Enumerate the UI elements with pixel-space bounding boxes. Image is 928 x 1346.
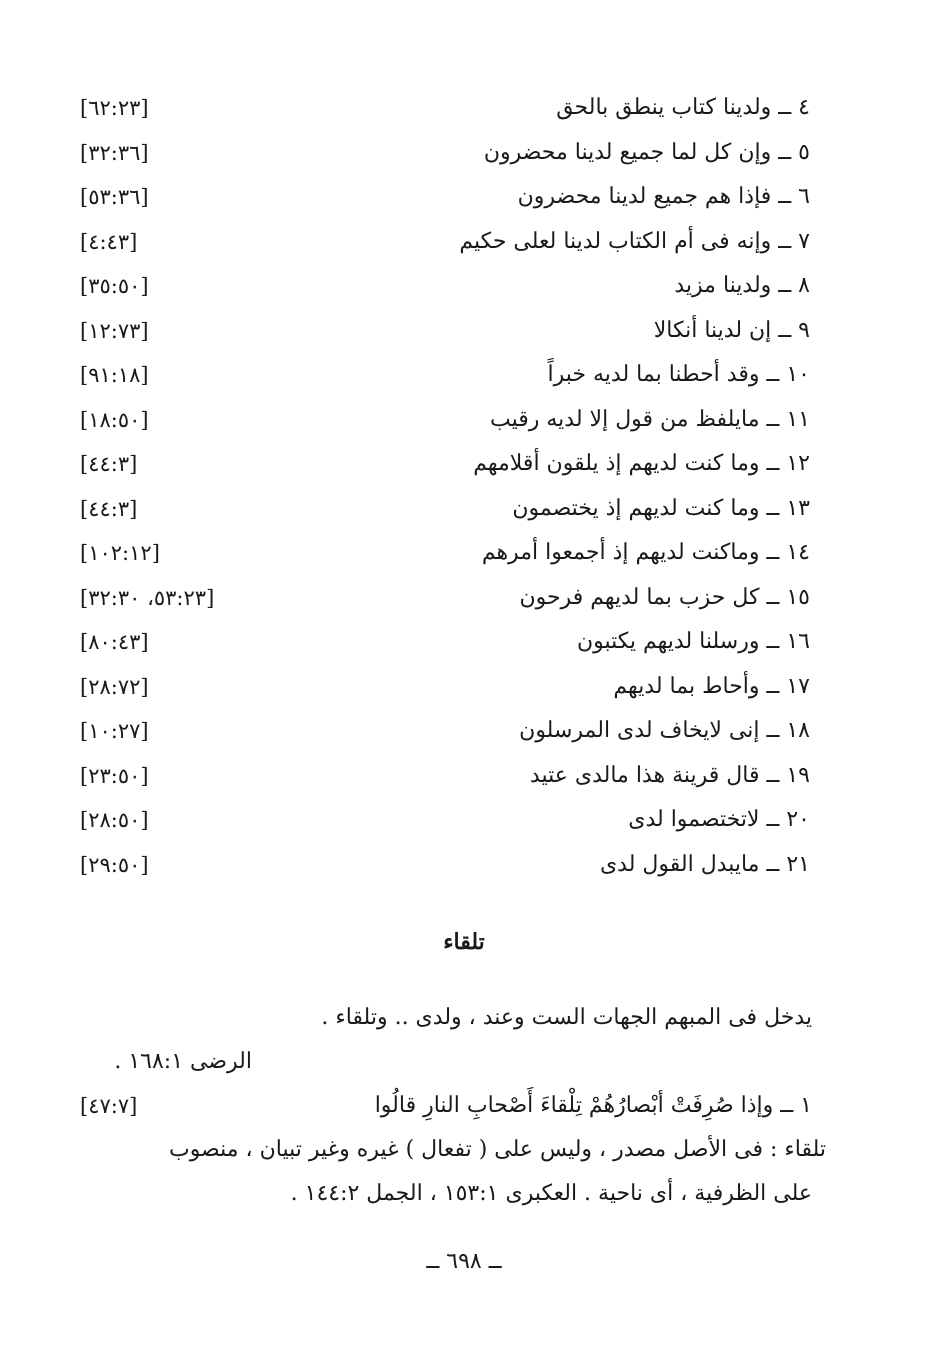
entry-verse: ١٩ ــ قال قرينة هذا مالدى عتيد xyxy=(529,762,810,788)
section-title: تلقاء xyxy=(443,929,485,955)
entry-row xyxy=(60,711,810,751)
entry-reference: [١٢:٧٣] xyxy=(80,318,149,343)
entry-verse: ٩ ــ إن لدينا أنكالا xyxy=(653,317,810,343)
entry-reference: [٢٩:٥٠] xyxy=(80,852,149,877)
entry-reference: [٢٣:٥٠] xyxy=(80,763,149,788)
entry-verse: ١٥ ــ كل حزب بما لديهم فرحون xyxy=(519,584,810,610)
entry-verse: ١٦ ــ ورسلنا لديهم يكتبون xyxy=(576,629,810,654)
explanation-line-2: على الظرفية ، أى ناحية . العكبرى ١٥٣:١ ، الجمل ١٤٤:٢ . xyxy=(290,1181,812,1206)
entry-verse: ١٢ ــ وما كنت لديهم إذ يلقون أقلامهم xyxy=(473,451,810,476)
entry-verse: ٧ ــ وإنه فى أم الكتاب لدينا لعلى حكيم xyxy=(459,228,810,254)
entry-row xyxy=(60,667,810,707)
entry-row xyxy=(60,756,810,796)
entry-reference: [٩١:١٨] xyxy=(80,363,149,387)
entry-row xyxy=(60,88,810,128)
entry-verse: ٨ ــ ولدينا مزيد xyxy=(674,273,810,298)
entry-verse: ٥ ــ وإن كل لما جميع لدينا محضرون xyxy=(483,139,810,165)
entry-reference: [٥٣:٢٣، ٣٢:٣٠] xyxy=(80,585,215,610)
entry-row xyxy=(60,533,810,573)
entry-row xyxy=(60,177,810,217)
entry-verse: ٤ ــ ولدينا كتاب ينطق بالحق xyxy=(556,95,810,120)
entry-verse: ٢١ ــ مايبدل القول لدى xyxy=(599,851,810,877)
entry-row xyxy=(60,578,810,618)
entry-reference: [٥٣:٣٦] xyxy=(80,185,149,209)
explanation-line-1 xyxy=(92,1130,826,1170)
verse-1-ref: [٤٧:٧] xyxy=(80,1094,138,1118)
verse-1-text: ١ ــ وإذا صُرِفَتْ أبْصارُهُمْ تِلْقاءَ أَصْحابِ النارِ قالُوا xyxy=(374,1093,812,1118)
entry-reference: [١٨:٥٠] xyxy=(80,407,149,432)
entry-reference: [١٠٢:١٢] xyxy=(80,541,160,565)
entry-reference: [٣٥:٥٠] xyxy=(80,274,149,298)
entry-row xyxy=(60,133,810,173)
entry-reference: [٢٨:٧٢] xyxy=(80,674,149,699)
entry-reference: [٤:٤٣] xyxy=(80,229,138,254)
entry-row xyxy=(60,400,810,440)
entry-row xyxy=(60,266,810,306)
intro-text: يدخل فى المبهم الجهات الست وعند ، ولدى .. وتلقاء . xyxy=(321,1005,812,1030)
entry-row xyxy=(60,311,810,351)
entry-row xyxy=(60,622,810,662)
page-number: ــ ٦٩٨ ــ xyxy=(426,1249,502,1274)
entry-verse: ١٧ ــ وأحاط بما لديهم xyxy=(613,673,810,699)
entry-reference: [٦٢:٢٣] xyxy=(80,96,149,120)
entry-verse: ١٤ ــ وماكنت لديهم إذ أجمعوا أمرهم xyxy=(481,540,810,565)
entry-reference: [٤٤:٣] xyxy=(80,452,138,476)
explanation-line-1-text: تلقاء : فى الأصل مصدر ، وليس على ( تفعال ) غيره وغير تبيان ، منصوب xyxy=(168,1137,826,1162)
entry-row xyxy=(60,800,810,840)
entry-verse: ٢٠ ــ لاتختصموا لدى xyxy=(628,807,810,832)
entry-verse: ١٣ ــ وما كنت لديهم إذ يختصمون xyxy=(512,495,810,521)
entry-row xyxy=(60,489,810,529)
entry-row xyxy=(60,444,810,484)
entry-row xyxy=(60,222,810,262)
entry-reference: [٢٨:٥٠] xyxy=(80,808,149,832)
entry-reference: [١٠:٢٧] xyxy=(80,719,149,743)
entry-verse: ١٨ ــ إنى لايخاف لدى المرسلون xyxy=(519,718,810,743)
entry-row xyxy=(60,355,810,395)
entry-verse: ١٠ ــ وقد أحطنا بما لديه خبراً xyxy=(547,362,810,387)
entry-row xyxy=(60,845,810,885)
entry-verse: ١١ ــ مايلفظ من قول إلا لديه رقيب xyxy=(490,406,810,432)
entry-reference: [٣٢:٣٦] xyxy=(80,140,149,165)
entry-reference: [٨٠:٤٣] xyxy=(80,630,149,654)
source-note: الرضى ١٦٨:١ . xyxy=(114,1049,252,1074)
entry-reference: [٤٤:٣] xyxy=(80,496,138,521)
entry-verse: ٦ ــ فإذا هم جميع لدينا محضرون xyxy=(517,184,810,209)
